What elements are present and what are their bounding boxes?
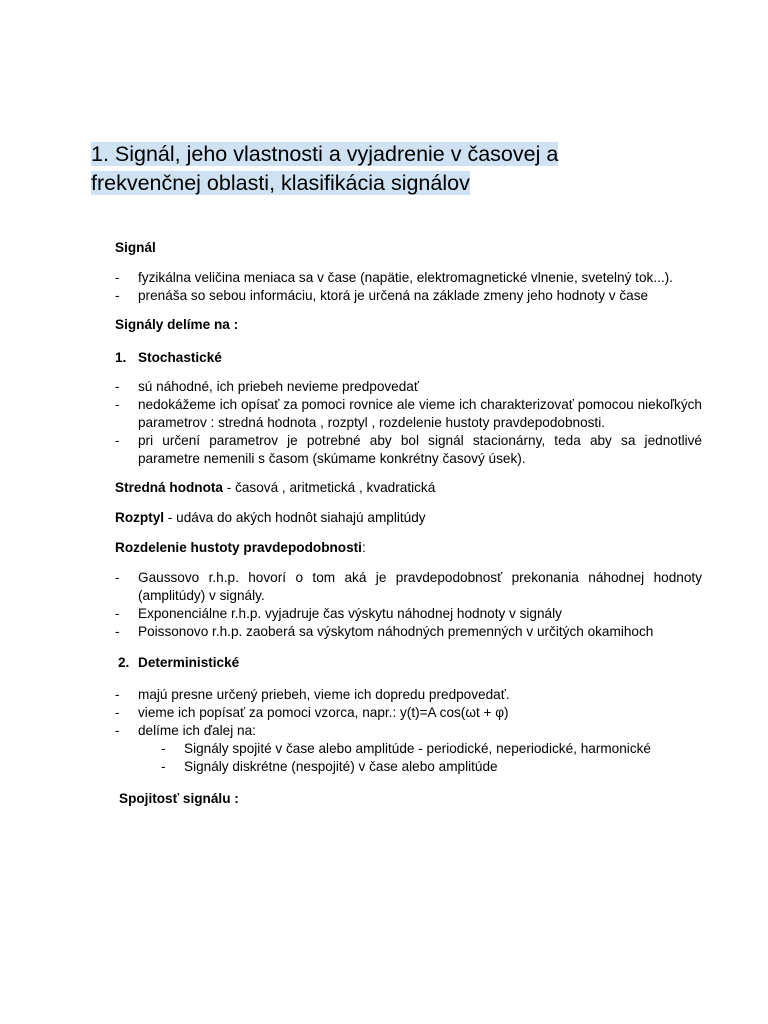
sublist-item: - Signály spojité v čase alebo amplitúde - periodické, neperiodické, harmonické [161, 741, 651, 756]
continuity-heading: Spojitosť signálu : [119, 791, 239, 806]
list-item: - Exponenciálne r.h.p. vyjadruje čas výskytu náhodnej hodnoty v signály [115, 606, 562, 621]
list-item: - Poissonovo r.h.p. zaoberá sa výskytom náhodných premenných v určitých okamihoch [115, 624, 654, 639]
title-text: 1. Signál, jeho vlastnosti a vyjadrenie v časovej a frekvenčnej oblasti, klasifikácia signálov [91, 142, 559, 195]
signal-heading: Signál [115, 240, 156, 255]
list-item: - Gaussovo r.h.p. hovorí o tom aká je pravdepodobnosť prekonania náhodnej hodnoty (amplitúdy) v signály. [115, 570, 702, 603]
list-item: - fyzikálna veličina meniaca sa v čase (napätie, elektromagnetické vlnenie, svetelný tok...). [115, 270, 673, 285]
list-item: - majú presne určený priebeh, vieme ich dopredu predpovedať. [115, 687, 510, 702]
distribution-list [115, 569, 702, 641]
list-item: - vieme ich popísať za pomoci vzorca, napr.: y(t)=A cos(ωt + φ) [115, 705, 509, 720]
sublist-item: - Signály diskrétne (nespojité) v čase alebo amplitúde [161, 759, 498, 774]
deterministic-list [115, 686, 702, 776]
mean-line: Stredná hodnota - časová , aritmetická , kvadratická [115, 480, 436, 495]
deterministic-heading: 2. Deterministické [118, 655, 240, 670]
variance-line: Rozptyl - udáva do akých hodnôt siahajú amplitúdy [115, 510, 426, 525]
list-item: - nedokážeme ich opísať za pomoci rovnice ale vieme ich charakterizovať pomocou niekoľkých parametrov : stredná hodnota , rozptyl , rozdelenie hustoty pravdepodobnosti. [115, 397, 702, 430]
list-item: - pri určení parametrov je potrebné aby bol signál stacionárny, teda aby sa jednotlivé parametre nemenili s časom (skúmame konkrétny časový úsek). [115, 433, 702, 466]
stochastic-list [115, 378, 702, 468]
stochastic-heading: 1. Stochastické [115, 350, 222, 365]
list-item: - sú náhodné, ich priebeh nevieme predpovedať [115, 379, 419, 394]
deterministic-sublist [161, 740, 702, 776]
page-title [91, 140, 611, 198]
list-item: - prenáša so sebou informáciu, ktorá je určená na základe zmeny jeho hodnoty v čase [115, 288, 649, 303]
distribution-heading: Rozdelenie hustoty pravdepodobnosti: [115, 540, 366, 555]
signal-list [115, 269, 702, 305]
list-item: - delíme ich ďalej na: - Signály spojité v čase alebo amplitúde - periodické, neperiodické, harmonické - Signály diskrétne (nespojité) v čase alebo amplitúde [115, 722, 702, 776]
division-heading: Signály delíme na : [115, 317, 239, 332]
